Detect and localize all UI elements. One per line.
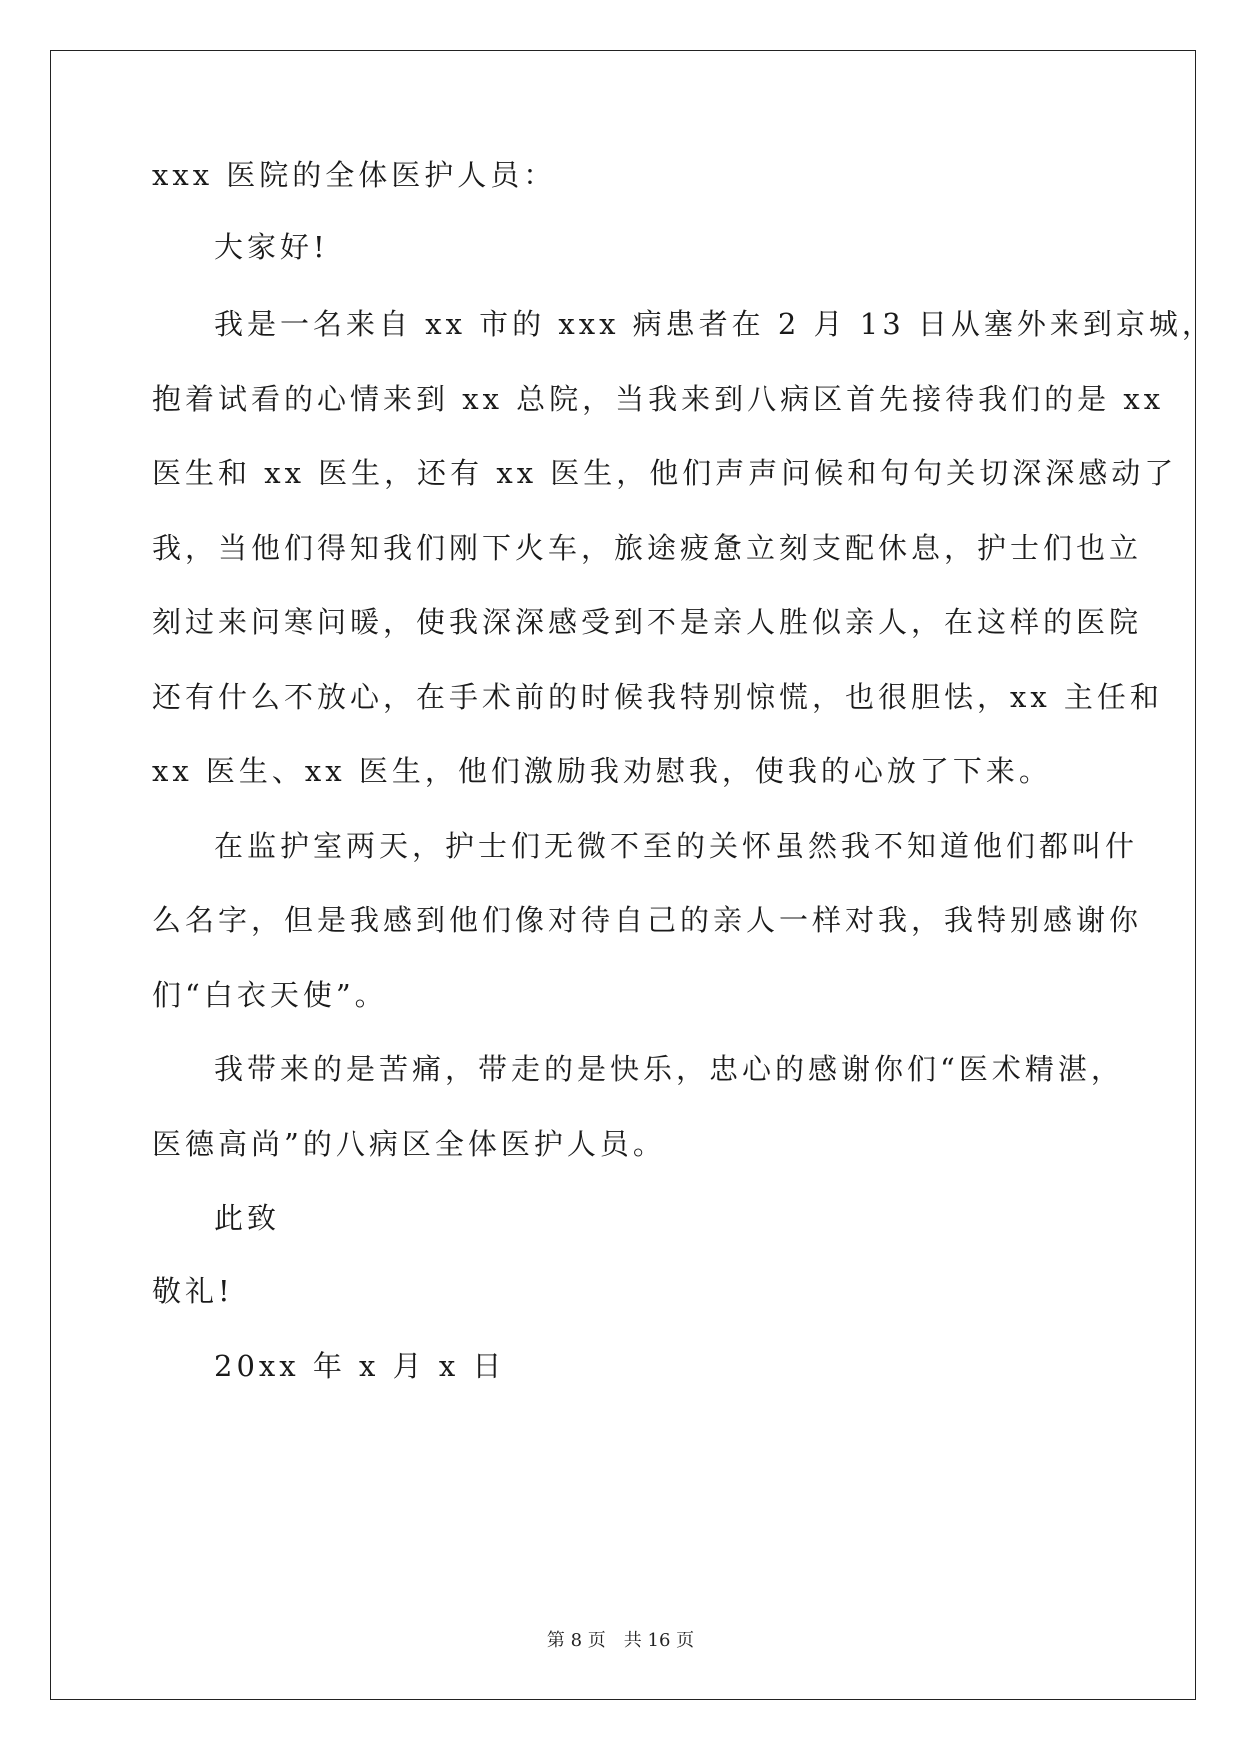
- greeting: 大家好!: [214, 230, 329, 264]
- paragraph-1-line: 还有什么不放心，在手术前的时候我特别惊慌，也很胆怯，xx 主任和: [152, 680, 1163, 714]
- paragraph-1-line: 我，当他们得知我们刚下火车，旅途疲惫立刻支配休息，护士们也立: [152, 531, 1143, 565]
- closing-1: 此致: [214, 1201, 281, 1235]
- paragraph-2-line: 们“白衣天使”。: [152, 978, 388, 1012]
- page-number: 第 8 页 共 16 页: [546, 1630, 695, 1651]
- paragraph-1-line: 我是一名来自 xx 市的 xxx 病患者在 2 月 13 日从塞外来到京城，: [214, 307, 1215, 341]
- paragraph-2-line: 在监护室两天，护士们无微不至的关怀虽然我不知道他们都叫什: [214, 829, 1139, 863]
- paragraph-1-line: 刻过来问寒问暖，使我深深感受到不是亲人胜似亲人，在这样的医院: [152, 605, 1143, 639]
- paragraph-3-line: 我带来的是苦痛，带走的是快乐，忠心的感谢你们“医术精湛，: [214, 1052, 1124, 1086]
- paragraph-3-line: 医德高尚”的八病区全体医护人员。: [152, 1127, 666, 1161]
- salutation: xxx 医院的全体医护人员：: [152, 158, 557, 192]
- paragraph-1-line: 抱着试看的心情来到 xx 总院，当我来到八病区首先接待我们的是 xx: [152, 382, 1165, 416]
- paragraph-1-line: xx 医生、xx 医生，他们激励我劝慰我，使我的心放了下来。: [152, 754, 1052, 788]
- page-border: [50, 50, 1196, 1700]
- date: 20xx 年 x 月 x 日: [214, 1349, 506, 1383]
- paragraph-2-line: 么名字，但是我感到他们像对待自己的亲人一样对我，我特别感谢你: [152, 903, 1143, 937]
- paragraph-1-line: 医生和 xx 医生，还有 xx 医生，他们声声问候和句句关切深深感动了: [152, 456, 1178, 490]
- closing-2: 敬礼!: [152, 1274, 234, 1308]
